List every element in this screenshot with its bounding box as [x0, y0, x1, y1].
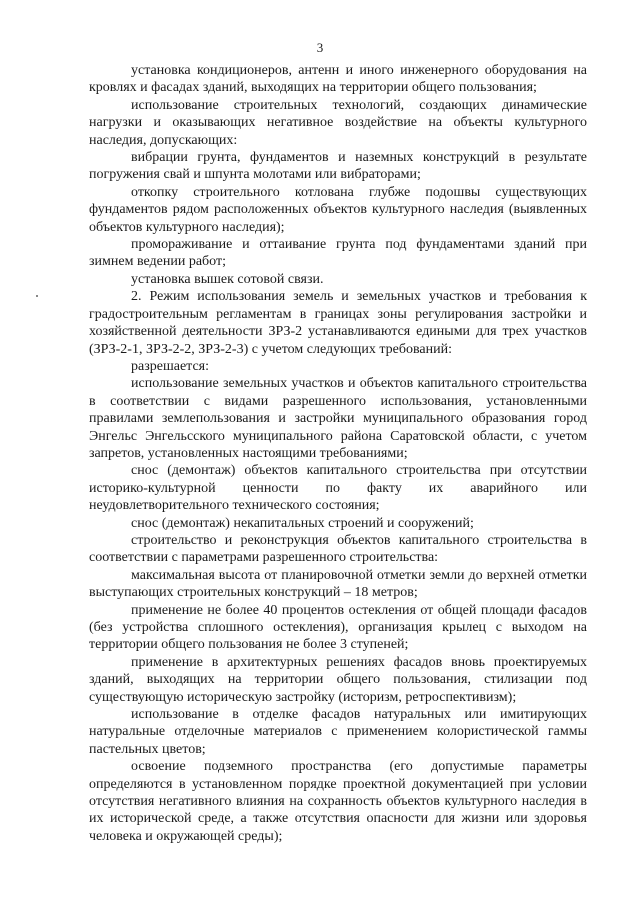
paragraph: откопку строительного котлована глубже подошвы существующих фундаментов рядом расположенных объектов культурного наследия (выявленных объектов культурного наследия); — [89, 184, 587, 235]
paragraph: строительство и реконструкция объектов капитального строительства в соответствии с параметрами разрешенного строительства: — [89, 532, 587, 566]
paragraph: 2. Режим использования земель и земельных участков и требования к градостроительным регламентам в границах зоны регулирования застройки и хозяйственной деятельности ЗРЗ-2 устанавливаются едиными для трех участков (ЗРЗ-2-1, ЗРЗ-2-2, ЗРЗ-2-3) с учетом следующих требований: — [89, 289, 587, 357]
paragraph: применение в архитектурных решениях фасадов вновь проектируемых зданий, выходящих на территории общего пользования, стилизации под существующую историческую застройку (историзм, ретроспективизм); — [89, 654, 587, 705]
paragraph: установка вышек сотовой связи. — [131, 271, 324, 287]
paragraph: максимальная высота от планировочной отметки земли до верхней отметки выступающих строительных конструкций – 18 метров; — [89, 567, 587, 601]
paragraph: использование строительных технологий, создающих динамические нагрузки и оказывающих негативное воздействие на объекты культурного наследия, допускающих: — [89, 97, 587, 148]
paragraph: применение не более 40 процентов остекления от общей площади фасадов (без устройства сплошного остекления), организация крылец с выходом на территории общего пользования не более 3 ступеней; — [89, 602, 587, 653]
paragraph: использование земельных участков и объектов капитального строительства в соответствии с видами разрешенного использования, установленными правилами землепользования и застройки муниципального образования город Энгельс Энгельсского муниципального района Саратовской области, с учетом запретов, установленных настоящими требованиями; — [89, 376, 587, 461]
paragraph: промораживание и оттаивание грунта под фундаментами зданий при зимнем ведении работ; — [89, 237, 587, 270]
margin-mark — [36, 295, 38, 297]
paragraph: снос (демонтаж) некапитальных строений и сооружений; — [131, 515, 474, 531]
paragraph: разрешается: — [131, 358, 209, 374]
paragraph: вибрации грунта, фундаментов и наземных конструкций в результате погружения свай и шпунта молотами или вибраторами; — [89, 150, 587, 183]
paragraph: снос (демонтаж) объектов капитального строительства при отсутствии историко-культурной ценности по факту их аварийного или неудовлетворительного технического состояния; — [89, 463, 587, 514]
paragraph: установка кондиционеров, антенн и иного инженерного оборудования на кровлях и фасадах зданий, выходящих на территории общего пользования; — [89, 63, 587, 96]
paragraph: освоение подземного пространства (его допустимые параметры определяются в установленном порядке проектной документацией при условии отсутствия негативного влияния на сохранность объектов культурного наследия в их исторической среде, а также отсутствия опасности для жизни или здоровья человека и окружающей среды); — [89, 759, 587, 844]
paragraph: использование в отделке фасадов натуральных или имитирующих натуральные отделочные материалов с применением колористической гаммы пастельных цветов; — [89, 707, 587, 757]
page-number: 3 — [316, 40, 324, 55]
document-body — [89, 62, 587, 845]
